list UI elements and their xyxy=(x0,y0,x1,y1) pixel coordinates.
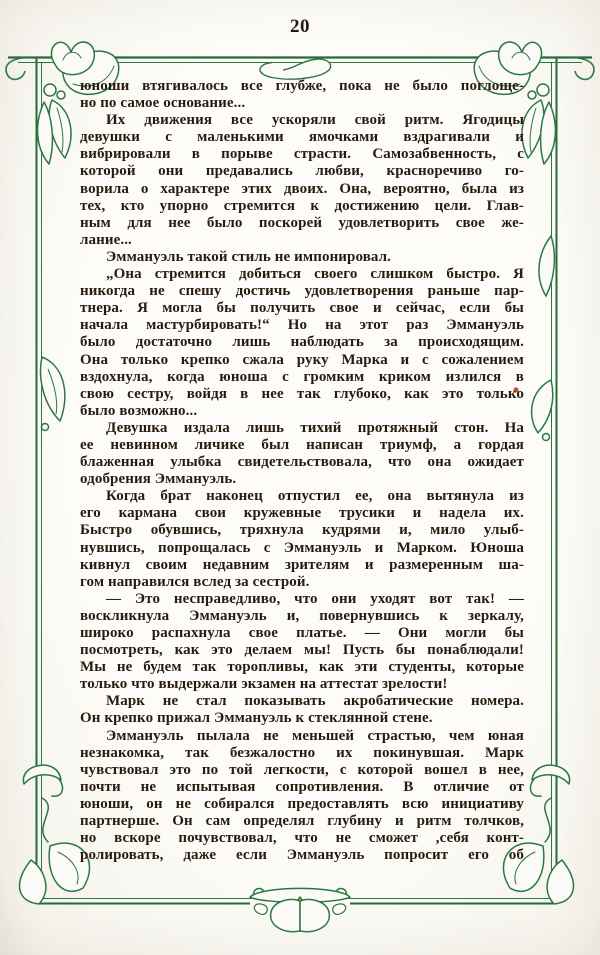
text-line: тнера. Я могла бы получить свое и сейчас, если бы xyxy=(80,300,524,317)
text-line: Эммануэль такой стиль не импонировал. xyxy=(106,248,392,265)
text-line: юноши, он не собирался предоставлять всю инициативу xyxy=(80,795,524,812)
text-line: начала мастурбировать!“ Но на этот раз Эммануэль xyxy=(80,317,524,334)
text-line: Марк не стал показывать акробатические номера. xyxy=(106,693,524,710)
page-number: 20 xyxy=(290,16,310,37)
text-line: ее невинном личике был написан триумф, а гордая xyxy=(80,436,524,453)
text-line: Их движения все ускоряли свой ритм. Ягодицы xyxy=(106,112,524,129)
text-line: блаженная улыбка свидетельствовала, что она ожидает xyxy=(80,454,524,471)
text-line: никогда не спешу достичь удовлетворения раньше пар- xyxy=(80,283,524,300)
side-leaf-right xyxy=(532,380,553,441)
text-line: Эммануэль пылала не меньшей страстью, чем юная xyxy=(106,727,524,744)
text-line: незнакомка, так безжалостно их покинувшая. Марк xyxy=(80,744,524,761)
text-line: гом направился вслед за сестрой. xyxy=(80,573,310,590)
text-line: тех, кто упорно стремится к достижению цели. Глав- xyxy=(80,197,524,214)
text-line: юноши втягивалось все глубже, пока не было поглоще- xyxy=(80,78,524,94)
text-line: но вскоре почувствовал, что не сможет ,себя конт- xyxy=(80,830,524,847)
text-line: Мы не будем так торопливы, как эти студенты, которые xyxy=(80,659,524,676)
body-text xyxy=(80,78,524,864)
text-line: почти не испытывая сопротивления. В отличие от xyxy=(80,778,524,795)
text-line: нувшись, попрощалась с Эммануэль и Марком. Юноша xyxy=(80,539,524,556)
text-line: Когда брат наконец отпустил ее, она вытянула из xyxy=(106,488,524,505)
text-line: которой они предавались любви, красноречиво го- xyxy=(80,163,524,180)
text-line: чувствовал это по той легкости, с которой вошел в нее, xyxy=(80,761,524,778)
bottom-lotus-ornament xyxy=(250,888,350,931)
text-line: партнерше. Он сам определял глубину и ритм толчков, xyxy=(80,813,524,830)
text-line: девушки с маленькими ямочками вздрагивали и xyxy=(80,129,524,146)
text-line: вибрировали в порыве страсти. Самозабвенность, с xyxy=(80,146,524,163)
text-line: Девушка издала лишь тихий протяжный стон. На xyxy=(106,419,524,436)
text-line: одобрения Эммануэль. xyxy=(80,471,237,488)
text-line: лание... xyxy=(80,231,132,248)
text-line: Он крепко прижал Эммануэль к стеклянной стене. xyxy=(80,710,433,727)
text-line: воскликнула Эммануэль и, повернувшись к зеркалу, xyxy=(80,607,524,624)
text-line: Она только крепко сжала руку Марка и с сожалением xyxy=(80,351,524,368)
text-line: только что выдержали экзамен на аттестат зрелости! xyxy=(80,676,448,693)
text-line: ворила о характере этих двоих. Она, вероятно, была из xyxy=(80,180,524,197)
right-edge-leaf-upper xyxy=(539,236,554,296)
text-line: широко распахнула свое платье. — Они могли бы xyxy=(80,625,524,641)
text-line: кивнул своим недавним зрителям и размеренным ша- xyxy=(80,556,524,573)
text-line: вздохнула, когда юноша с громким криком излился в xyxy=(80,368,524,385)
text-line: но по самое основание... xyxy=(80,95,246,112)
text-line: было достаточно лишь наблюдать за происходящим. xyxy=(80,334,524,351)
text-line: посмотреть, как это делаем мы! Пусть бы понаблюдали! xyxy=(80,642,524,659)
text-line: свою сестру, войдя в нее так глубоко, как это только xyxy=(80,385,524,402)
side-leaf-left xyxy=(41,357,65,431)
text-line: „Она стремится добиться своего слишком быстро. Я xyxy=(106,266,524,283)
text-line: было возможно... xyxy=(80,402,198,419)
text-line: ным для нее было поскорей удовлетворить свое же- xyxy=(80,214,524,231)
text-line: — Это несправедливо, что они уходят вот так! — xyxy=(106,590,524,607)
text-line: его кармана свои кружевные трусики и надела их. xyxy=(80,505,524,522)
text-line: ролировать, даже если Эммануэль попросит его об xyxy=(80,847,524,864)
text-line: Быстро обувшись, тряхнула кудрями и, мило улыб- xyxy=(80,522,524,539)
